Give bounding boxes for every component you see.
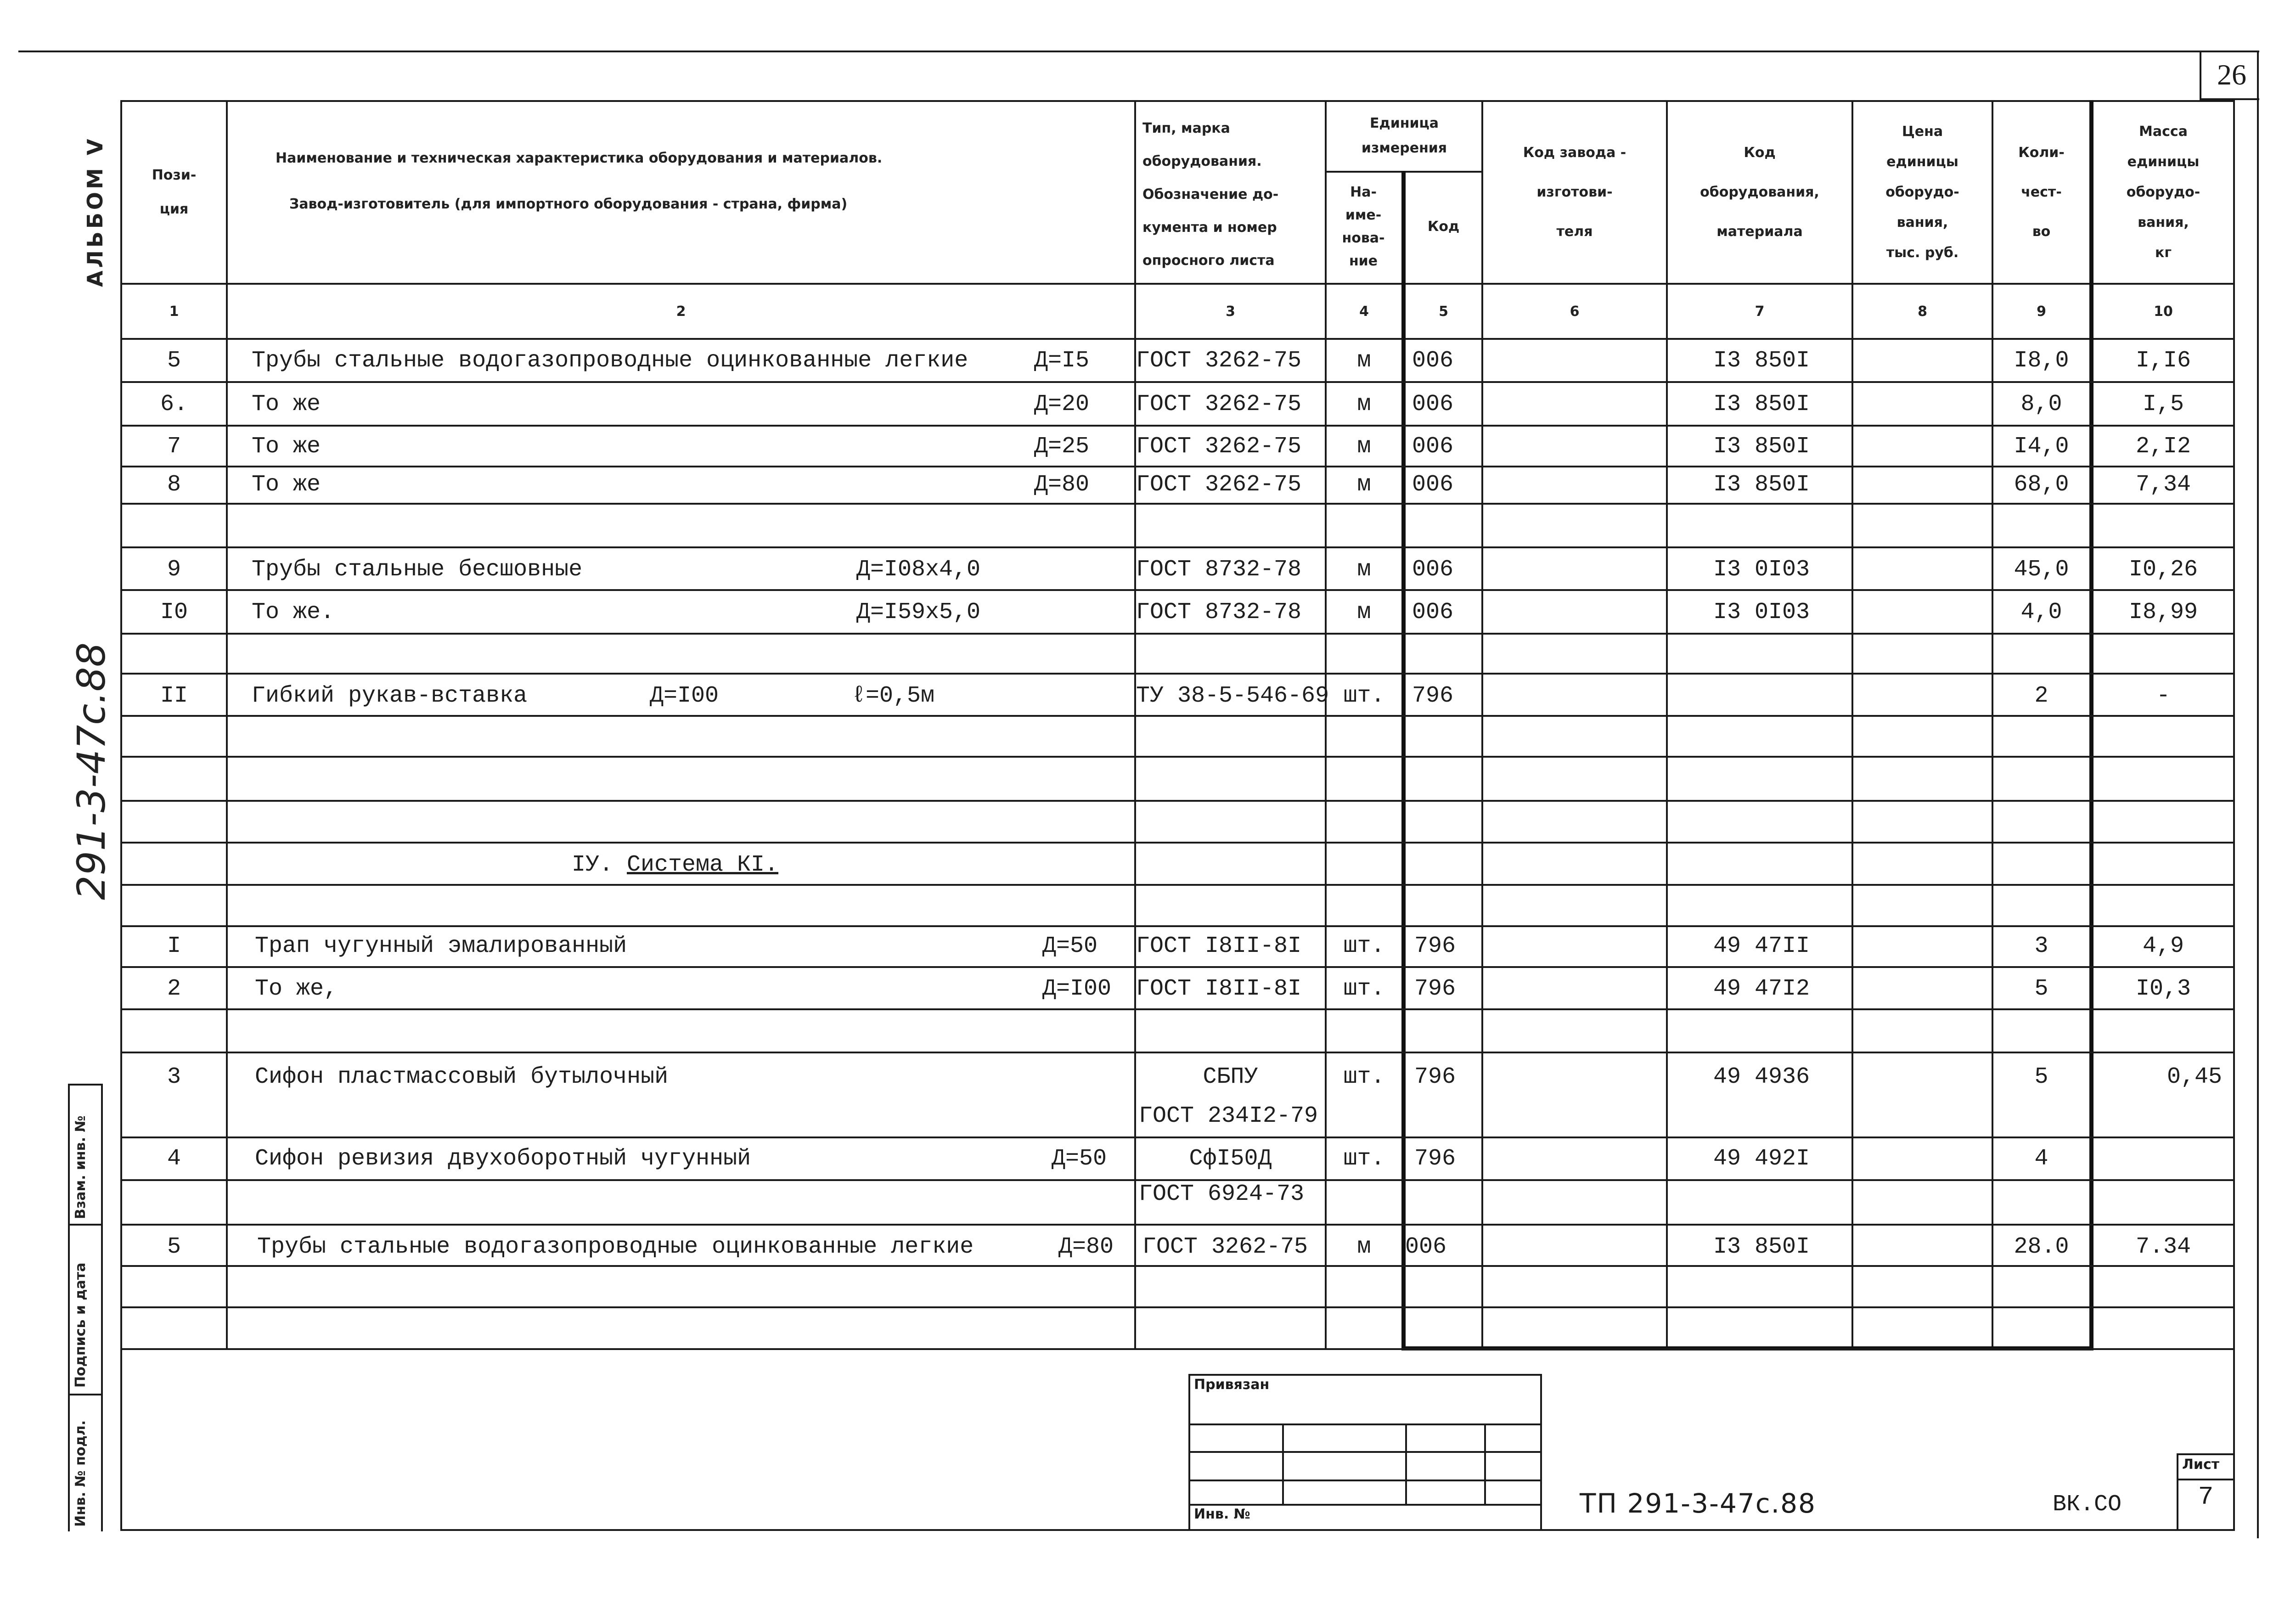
row-line (120, 1052, 2235, 1053)
column-number: 5 (1439, 303, 1448, 320)
row-unit: шт. (1343, 682, 1385, 709)
row-qty: 5 (2034, 975, 2048, 1002)
row-name: То же, (255, 975, 338, 1002)
row-qty: 68,0 (2014, 471, 2069, 498)
row-qty: I4,0 (2014, 433, 2069, 460)
row-equip: I3 850I (1713, 471, 1810, 498)
row-mass: 4,9 (2142, 933, 2184, 959)
row-line (120, 673, 2235, 675)
row-doc: ГОСТ 8732-78 (1136, 556, 1302, 583)
row-position: 5 (167, 347, 181, 374)
row-code: 796 (1414, 975, 1456, 1002)
row-code: 006 (1412, 391, 1454, 417)
header-qty: Коли- чест- во (2018, 145, 2065, 240)
row-equip: 49 492I (1713, 1145, 1810, 1172)
row-position: II (160, 682, 188, 709)
row-code: 006 (1412, 347, 1454, 374)
row-doc: ГОСТ 3262-75 (1136, 471, 1302, 498)
row-equip: I3 850I (1713, 1233, 1810, 1260)
stamp-row-line (68, 1224, 103, 1226)
row-position: 3 (167, 1063, 181, 1090)
row-mass: 2,I2 (2135, 433, 2191, 460)
row-name: Сифон ревизия двухоборотный чугунный (255, 1145, 751, 1172)
row-doc-second: ГОСТ 6924-73 (1139, 1181, 1305, 1207)
column-divider-thick (2089, 100, 2093, 1349)
row-size: Д=50 (1052, 1145, 1107, 1172)
row-mass: - (2156, 682, 2170, 709)
row-name: Сифон пластмассовый бутылочный (255, 1063, 669, 1090)
row-name: Трубы стальные бесшовные (252, 556, 583, 583)
row-code: 796 (1414, 933, 1456, 959)
row-position: 6. (160, 391, 188, 417)
stamp-vzam-label: Взам. инв. № (73, 1115, 89, 1219)
row-mass: 0,45 (2167, 1063, 2222, 1090)
row-equip: I3 850I (1713, 433, 1810, 460)
row-doc: ГОСТ I8II-8I (1136, 933, 1302, 959)
row-doc: ГОСТ 3262-75 (1136, 347, 1302, 374)
tb-line (1484, 1423, 1486, 1504)
header-unit: Единица измерения (1361, 115, 1447, 156)
row-doc: СфI50Д (1189, 1145, 1272, 1172)
column-number: 1 (169, 303, 179, 320)
row-name: Трап чугунный эмалированный (255, 933, 627, 959)
table-bottom-line (120, 1348, 2235, 1350)
row-size: Д=50 (1042, 933, 1098, 959)
row-equip: I3 0I03 (1713, 556, 1810, 583)
row-size: Д=I00 (1042, 975, 1112, 1002)
row-line (120, 381, 2235, 383)
row-code: 796 (1412, 682, 1454, 709)
row-unit: м (1357, 347, 1371, 374)
row-line (120, 546, 2235, 548)
section-title-prefix: IУ. (572, 851, 613, 878)
frame-right-line (2233, 100, 2235, 1530)
row-name: То же (252, 471, 321, 498)
stamp-row-line (68, 1084, 103, 1086)
row-unit: шт. (1343, 1063, 1385, 1090)
row-qty: 4 (2034, 1145, 2048, 1172)
row-unit: м (1357, 1233, 1371, 1260)
row-equip: 49 47II (1713, 933, 1810, 959)
tb-sheet-label: Лист (2182, 1457, 2220, 1473)
row-name: То же. (252, 599, 335, 625)
header-unit-code: Код (1427, 219, 1460, 235)
header-name-line1: Наименование и техническая характеристика оборудования и материалов. (276, 150, 883, 166)
row-name: То же (252, 391, 321, 417)
row-line (120, 800, 2235, 802)
header-mass: Масса единицы оборудо- вания, кг (2126, 124, 2200, 261)
tb-line (1405, 1423, 1407, 1504)
tb-line (1188, 1374, 1542, 1376)
row-qty: 45,0 (2014, 556, 2069, 583)
row-mass: I,5 (2142, 391, 2184, 417)
column-number: 4 (1359, 303, 1369, 320)
tb-sheet-number: 7 (2198, 1482, 2214, 1512)
header-factory: Код завода - изготови- теля (1523, 145, 1626, 240)
row-name: Трубы стальные водогазопроводные оцинкованные легкие (252, 347, 968, 374)
column-number: 7 (1755, 303, 1765, 320)
row-qty: I8,0 (2014, 347, 2069, 374)
row-equip: I3 850I (1713, 391, 1810, 417)
row-position: I0 (160, 599, 188, 625)
tb-project-code: ТП 291-3-47с.88 (1580, 1488, 1816, 1519)
row-mass: 7.34 (2135, 1233, 2191, 1260)
column-number: 2 (676, 303, 686, 320)
row-doc: ГОСТ 3262-75 (1136, 391, 1302, 417)
tb-line (1188, 1451, 1542, 1453)
row-qty: 3 (2034, 933, 2048, 959)
sheet-corner-number: 26 (2217, 58, 2246, 91)
corner-box-left (2200, 51, 2201, 99)
row-doc: ТУ 38-5-546-69 (1136, 682, 1329, 709)
column-number: 8 (1918, 303, 1927, 320)
row-size: Д=20 (1034, 391, 1090, 417)
row-line (120, 842, 2235, 844)
row-mass: 7,34 (2135, 471, 2191, 498)
tb-privyazan: Привязан (1194, 1377, 1270, 1393)
header-price: Цена единицы оборудо- вания, тыс. руб. (1885, 124, 1959, 261)
handwritten-code: 291-3-47с.88 (69, 642, 114, 900)
row-code: 006 (1412, 599, 1454, 625)
row-doc: ГОСТ I8II-8I (1136, 975, 1302, 1002)
row-code: 006 (1405, 1233, 1447, 1260)
row-qty: 2 (2034, 682, 2048, 709)
row-size: Д=25 (1034, 433, 1090, 460)
section-title: Система КI. (627, 851, 779, 878)
row-code: 006 (1412, 471, 1454, 498)
row-position: 5 (167, 1233, 181, 1260)
row-position: 2 (167, 975, 181, 1002)
row-line (120, 756, 2235, 758)
column-number: 9 (2037, 303, 2046, 320)
column-number: 3 (1226, 303, 1235, 320)
row-unit: шт. (1343, 1145, 1385, 1172)
row-position: 9 (167, 556, 181, 583)
row-size: Д=I5 (1034, 347, 1090, 374)
stamp-podpis-label: Подпись и дата (73, 1262, 89, 1388)
frame-bottom-line (120, 1529, 2235, 1531)
stamp-col-line (101, 1084, 103, 1531)
row-unit: шт. (1343, 933, 1385, 959)
row-size: Д=80 (1058, 1233, 1114, 1260)
right-border-line (2257, 51, 2259, 1538)
row-mass: I,I6 (2135, 347, 2191, 374)
row-name: То же (252, 433, 321, 460)
row-equip: 49 47I2 (1713, 975, 1810, 1002)
row-line (120, 1224, 2235, 1226)
row-position: 8 (167, 471, 181, 498)
row-code: 006 (1412, 556, 1454, 583)
row-doc: ГОСТ 8732-78 (1136, 599, 1302, 625)
row-unit: м (1357, 471, 1371, 498)
column-number: 6 (1570, 303, 1580, 320)
row-position: 4 (167, 1145, 181, 1172)
row-position: I (167, 933, 181, 959)
row-qty: 5 (2034, 1063, 2048, 1090)
tb-line (2177, 1453, 2235, 1455)
row-equip: I3 0I03 (1713, 599, 1810, 625)
tb-line (2177, 1479, 2235, 1480)
tb-inv-no: Инв. № (1194, 1506, 1250, 1522)
column-number: 10 (2154, 303, 2173, 320)
row-size: Д=I00 (650, 682, 719, 709)
row-mass: I8,99 (2128, 599, 2198, 625)
row-doc-second: ГОСТ 234I2-79 (1139, 1103, 1318, 1129)
row-size: Д=80 (1034, 471, 1090, 498)
row-size: Д=I08х4,0 (856, 556, 981, 583)
row-unit: м (1357, 599, 1371, 625)
top-border-line (18, 51, 2259, 52)
tb-doc-code: ВК.СО (2053, 1491, 2122, 1518)
row-qty: 4,0 (2020, 599, 2062, 625)
row-doc: ГОСТ 3262-75 (1136, 433, 1302, 460)
row-line (120, 884, 2235, 886)
row-equip: I3 850I (1713, 347, 1810, 374)
row-name: Трубы стальные водогазопроводные оцинкованные легкие (257, 1233, 974, 1260)
stamp-col-line (68, 1084, 70, 1531)
header-unit-name: На- име- нова- ние (1342, 184, 1385, 269)
row-unit: м (1357, 433, 1371, 460)
stamp-row-line (68, 1394, 103, 1395)
row-line (120, 425, 2235, 427)
row-position: 7 (167, 433, 181, 460)
header-type: Тип, марка оборудования. Обозначение до- кумента и номер опросного листа (1142, 120, 1279, 269)
row-length: ℓ=0,5м (852, 682, 935, 709)
row-code: 796 (1414, 1063, 1456, 1090)
tb-line (1188, 1504, 1542, 1506)
row-qty: 8,0 (2020, 391, 2062, 417)
row-mass: I0,3 (2135, 975, 2191, 1002)
tb-line (1188, 1480, 1542, 1481)
row-line (120, 633, 2235, 635)
row-qty: 28.0 (2014, 1233, 2069, 1260)
row-unit: шт. (1343, 975, 1385, 1002)
row-equip: 49 4936 (1713, 1063, 1810, 1090)
row-name: Гибкий рукав-вставка (252, 682, 528, 709)
tb-line (1282, 1423, 1284, 1504)
header-name-line2: Завод-изготовитель (для импортного оборудования - страна, фирма) (289, 196, 848, 212)
row-doc: ГОСТ 3262-75 (1142, 1233, 1308, 1260)
tb-line (1188, 1423, 1542, 1425)
header-position: Пози- ция (152, 167, 197, 217)
header-equip-code: Код оборудования, материала (1700, 145, 1819, 240)
row-doc: СБПУ (1203, 1063, 1258, 1090)
row-size: Д=I59х5,0 (856, 599, 981, 625)
album-label: АЛЬБОМ V (83, 136, 107, 287)
row-unit: м (1357, 556, 1371, 583)
stamp-podl-label: Инв. № подл. (73, 1420, 89, 1527)
column-divider-thick (1401, 171, 1406, 1350)
row-code: 006 (1412, 433, 1454, 460)
row-unit: м (1357, 391, 1371, 417)
row-mass: I0,26 (2128, 556, 2198, 583)
row-code: 796 (1414, 1145, 1456, 1172)
row-line (120, 1306, 2235, 1308)
